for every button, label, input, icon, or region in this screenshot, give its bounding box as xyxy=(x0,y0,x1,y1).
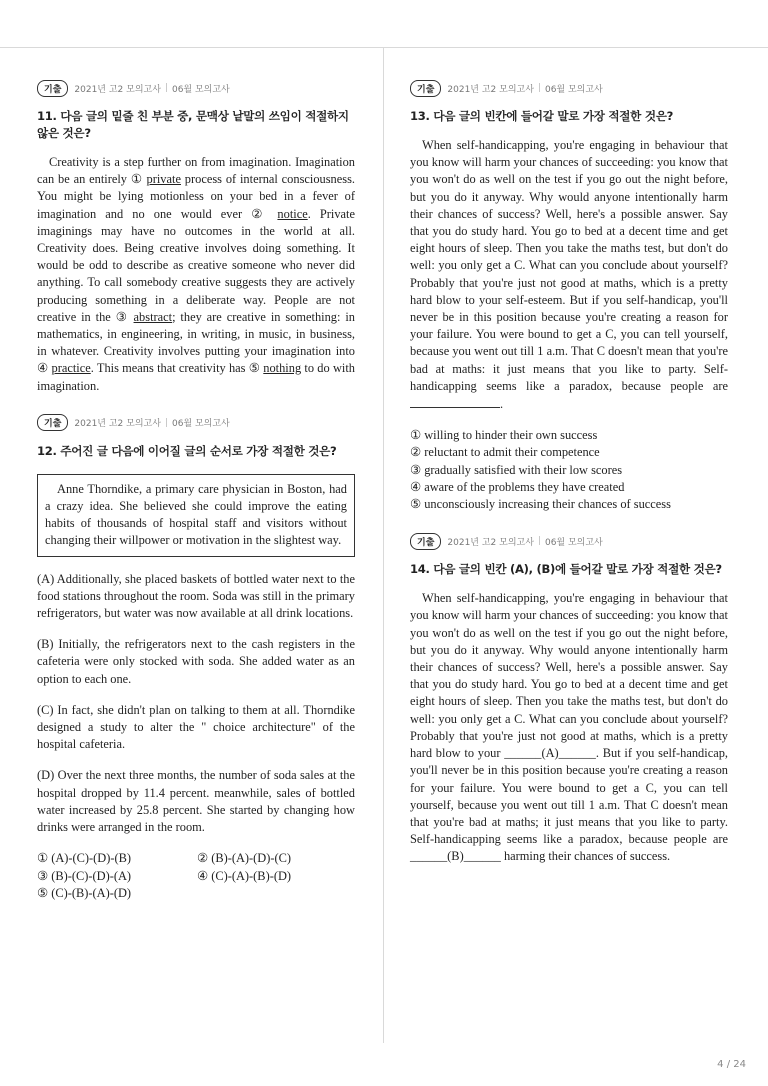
tag-month: 06월 모의고사 xyxy=(171,84,230,95)
choice[interactable]: ⑤ unconsciously increasing their chances of success xyxy=(410,497,671,512)
q11-title: 11. 다음 글의 밑줄 친 부분 중, 문맥상 낱말의 쓰임이 적절하지 않은 것은? xyxy=(37,109,349,140)
choice[interactable]: ⑤ (C)-(B)-(A)-(D) xyxy=(37,885,132,900)
tag-separator: | xyxy=(164,417,168,428)
choice[interactable]: ② reluctant to admit their competence xyxy=(410,445,600,460)
q12-para-d: (D) Over the next three months, the number of soda sales at the hospital dropped by 11.4 percent. meanwhile, sales of bottled water increased by 25.8 percent. She started by changing how drinks were arranged in the room. xyxy=(37,768,355,835)
question-tag xyxy=(37,80,355,96)
tag-year: 2021년 고2 모의고사 xyxy=(447,84,534,95)
tag-badge: 기출 xyxy=(37,80,68,97)
tag-badge: 기출 xyxy=(410,533,441,550)
q12-given-box: Anne Thorndike, a primary care physician in Boston, had a crazy idea. She believed she could improve the eating habits of thousands of hospital staff and visitors without changing their willpower or motivation in the slightest way. xyxy=(37,474,355,557)
choice[interactable]: ① (A)-(C)-(D)-(B) xyxy=(37,851,132,866)
choice[interactable]: ③ gradually satisfied with their low scores xyxy=(410,462,623,477)
question-tag xyxy=(37,415,355,431)
left-column xyxy=(37,80,355,902)
q12-para-b: (B) Initially, the refrigerators next to the cash registers in the cafeteria were only stocked with soda. She added water as an option to each one. xyxy=(37,637,355,686)
header-rule xyxy=(0,47,768,48)
question-tag xyxy=(410,533,728,549)
tag-separator: | xyxy=(537,83,541,93)
right-column xyxy=(410,80,728,866)
q14-title: 14. 다음 글의 빈칸 (A), (B)에 들어갈 말로 가장 적절한 것은? xyxy=(410,562,722,577)
choice[interactable]: ② (B)-(A)-(D)-(C) xyxy=(197,851,292,866)
tag-year: 2021년 고2 모의고사 xyxy=(447,537,534,548)
page-number: 4 / 24 xyxy=(717,1059,746,1070)
tag-separator: | xyxy=(164,83,168,93)
choice[interactable]: ③ (B)-(C)-(D)-(A) xyxy=(37,868,132,883)
q13-choices xyxy=(410,427,728,513)
tag-badge: 기출 xyxy=(37,414,68,431)
choice[interactable]: ④ (C)-(A)-(B)-(D) xyxy=(197,868,292,883)
tag-year: 2021년 고2 모의고사 xyxy=(74,419,161,430)
tag-month: 06월 모의고사 xyxy=(171,419,230,430)
tag-year: 2021년 고2 모의고사 xyxy=(74,84,161,95)
blank-b: ______(B)______ xyxy=(410,849,501,864)
choice[interactable]: ① willing to hinder their own success xyxy=(410,428,598,443)
q12-title: 12. 주어진 글 다음에 이어질 글의 순서로 가장 적절한 것은? xyxy=(37,443,337,458)
blank-a: ______(A)______ xyxy=(504,746,596,761)
tag-month: 06월 모의고사 xyxy=(544,537,603,548)
answer-blank xyxy=(410,395,500,408)
q11-passage: Creativity is a step further on from imagination. Imagination can be an entirely ① private process of internal consciousness. You might be lying motionless on your bed in a fever of imagination and no one would ever ② notice. Private imaginings may have no outcomes in the world at all. Creativity does. Being creative involves doing something. It would be odd to describe as creative someone who never did anything. To call somebody creative suggests they are actively producing something in a deliberate way. People are not creative in the ③ abstract; they are creative in something: in mathematics, in engineering, in writing, in music, in business, in whatever. Creativity involves putting your imagination into ④ practice. This means that creativity has ⑤ nothing to do with imagination. xyxy=(37,155,355,393)
q12-para-a: (A) Additionally, she placed baskets of bottled water next to the food stations throughout the room. Soda was still in the primary refrigerators, but water was now available at all drink locations. xyxy=(37,571,355,621)
q13-title: 13. 다음 글의 빈칸에 들어갈 말로 가장 적절한 것은? xyxy=(410,109,674,123)
choice[interactable]: ④ aware of the problems they have created xyxy=(410,479,625,494)
tag-badge: 기출 xyxy=(410,80,441,97)
tag-month: 06월 모의고사 xyxy=(544,84,603,95)
q13-passage: When self-handicapping, you're engaging in behaviour that you know will harm your chances of succeeding: you know that you won't do as well on the test if you go out the night before, but you do it anyway. Why would anyone intentionally harm their chances of success? Well, here's a possible answer. Say that you do study hard. You go to bed at a decent time and get eight hours of sleep. Then you take the maths test, but don't do well: you only get a C. What can you conclude about yourself? Probably that you're just not good at maths, which is a pretty hard blow to your self-esteem. But if you self-handicap, you'll never be in this position because you're creating a reason for your failure. You were bound to get a C, you can tell yourself, because you went out till 1 a.m. That C doesn't mean that you're bad at maths: it just means that you like to party. Self-handicapping seems like a paradox, because people are . xyxy=(410,138,728,412)
tag-separator: | xyxy=(537,536,541,547)
q12-choices xyxy=(37,850,355,902)
q14-passage: When self-handicapping, you're engaging in behaviour that you know will harm your chances of succeeding: you know that you won't do as well on the test if you go out the night before, but you do it anyway. Why would anyone intentionally harm their chances of success? Well, here's a possible answer. Say that you do study hard. You go to bed at a decent time and get eight hours of sleep. Then you take the maths test, but don't do well: you only get a C. What can you conclude about yourself? Probably that you're just not good at maths, which is a pretty hard blow to your ______(A)______. But if you self-handicap, you'll never be in this position because you're creating a reason for your failure. You were bound to get a C, you can tell yourself, because you went out till 1 a.m. That C doesn't mean that you're bad at maths; it just means that you like to party. Self-handicapping seems like a paradox, because people are ______(B)______ harming their chances of success. xyxy=(410,591,728,864)
q12-para-c: (C) In fact, she didn't plan on talking to them at all. Thorndike designed a study to alter the " choice architecture" of the hospital cafeteria. xyxy=(37,702,355,752)
question-tag xyxy=(410,80,728,96)
column-divider xyxy=(383,48,384,1043)
